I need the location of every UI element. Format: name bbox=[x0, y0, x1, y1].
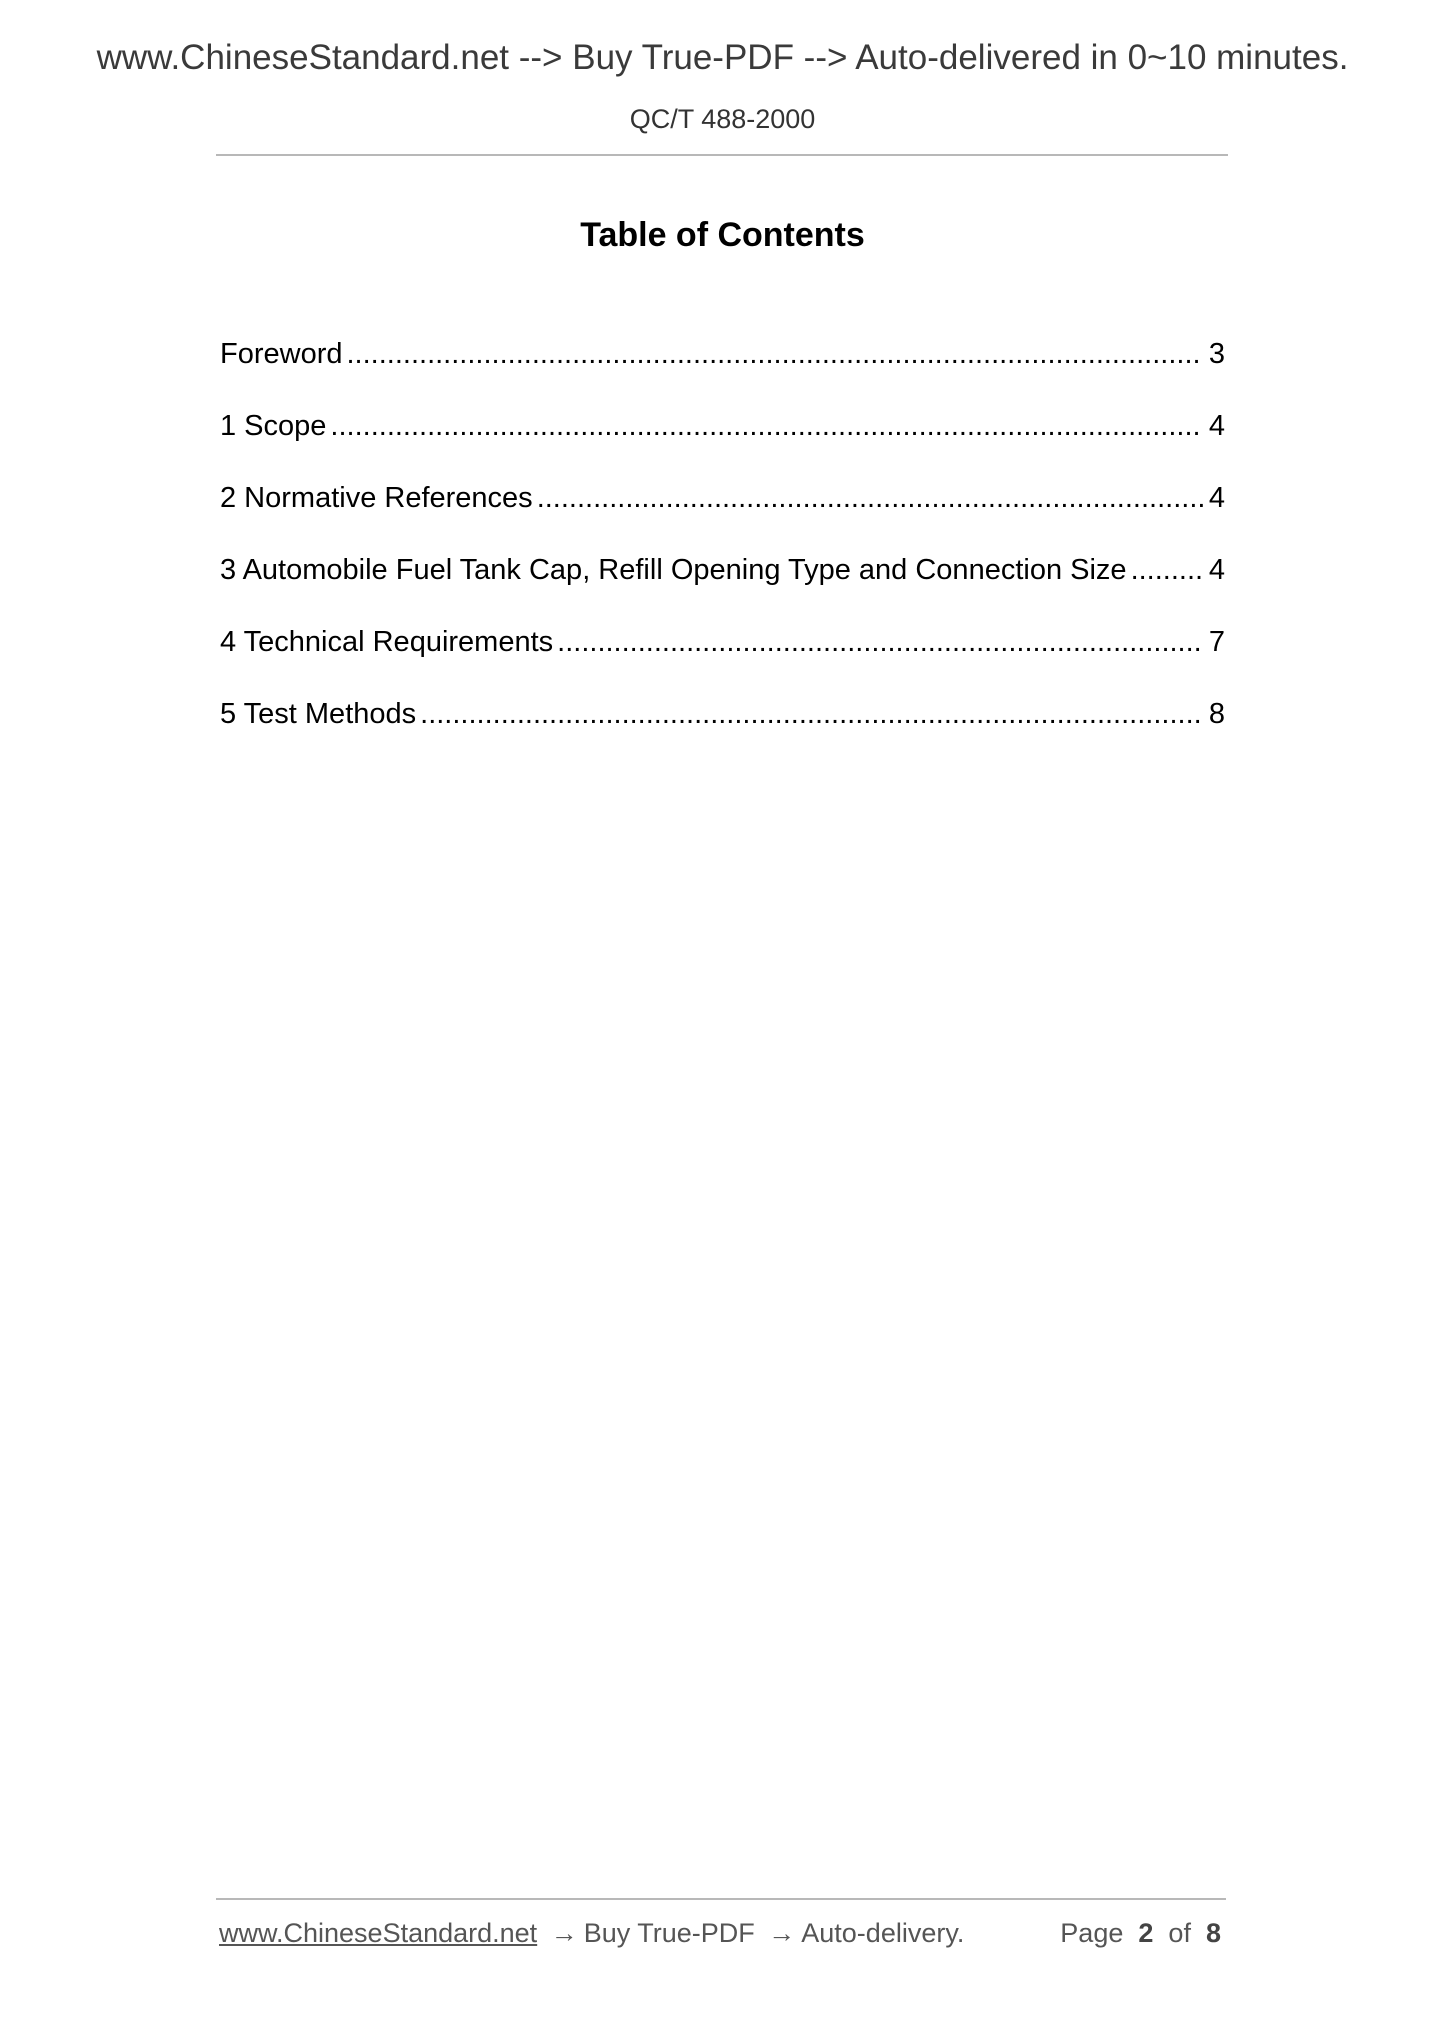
toc-entry-label: 2 Normative References bbox=[220, 482, 533, 514]
toc-entry-page: 3 bbox=[1208, 338, 1225, 370]
toc-entry-page: 7 bbox=[1208, 626, 1225, 658]
toc-entry-page: 4 bbox=[1208, 410, 1225, 442]
toc-entry-label: 1 Scope bbox=[220, 410, 327, 442]
toc-entry-test-methods[interactable] bbox=[220, 696, 1225, 768]
toc-entry-technical-requirements[interactable] bbox=[220, 624, 1225, 696]
toc-entry-page: 4 bbox=[1208, 554, 1225, 586]
toc-dot-leader bbox=[537, 480, 1203, 516]
footer-buy-text: Buy True-PDF bbox=[583, 1918, 755, 1948]
footer-delivery-text: Auto-delivery. bbox=[801, 1918, 965, 1948]
toc-list bbox=[220, 336, 1225, 768]
page-word: Page bbox=[1060, 1918, 1124, 1948]
top-banner: www.ChineseStandard.net --> Buy True-PDF --> Auto-delivered in 0~10 minutes. bbox=[96, 38, 1349, 77]
page-current: 2 bbox=[1138, 1918, 1154, 1948]
toc-entry-scope[interactable] bbox=[220, 408, 1225, 480]
toc-dot-leader bbox=[1131, 552, 1203, 588]
toc-entry-label: 4 Technical Requirements bbox=[220, 626, 554, 658]
toc-dot-leader bbox=[420, 696, 1203, 732]
footer-divider bbox=[216, 1898, 1226, 1900]
toc-title: Table of Contents bbox=[580, 216, 865, 254]
toc-entry-fuel-tank-cap[interactable] bbox=[220, 552, 1225, 624]
page-total: 8 bbox=[1205, 1918, 1221, 1948]
toc-entry-label: 5 Test Methods bbox=[220, 698, 417, 730]
toc-dot-leader bbox=[347, 336, 1203, 372]
toc-entry-label: Foreword bbox=[220, 338, 343, 370]
right-arrow-icon: → bbox=[768, 1918, 796, 1948]
header-divider bbox=[216, 154, 1228, 156]
toc-dot-leader bbox=[557, 624, 1203, 660]
footer-website-link[interactable]: www.ChineseStandard.net bbox=[219, 1918, 538, 1948]
document-code: QC/T 488-2000 bbox=[629, 104, 816, 134]
page-number bbox=[1060, 1918, 1221, 1949]
of-word: of bbox=[1168, 1918, 1191, 1948]
toc-dot-leader bbox=[330, 408, 1202, 444]
page-footer bbox=[219, 1918, 1221, 1949]
toc-entry-page: 8 bbox=[1208, 698, 1225, 730]
toc-entry-foreword[interactable] bbox=[220, 336, 1225, 408]
toc-entry-normative-references[interactable] bbox=[220, 480, 1225, 552]
toc-entry-label: 3 Automobile Fuel Tank Cap, Refill Opening Type and Connection Size bbox=[220, 554, 1127, 586]
right-arrow-icon: → bbox=[550, 1918, 578, 1948]
toc-entry-page: 4 bbox=[1208, 482, 1225, 514]
